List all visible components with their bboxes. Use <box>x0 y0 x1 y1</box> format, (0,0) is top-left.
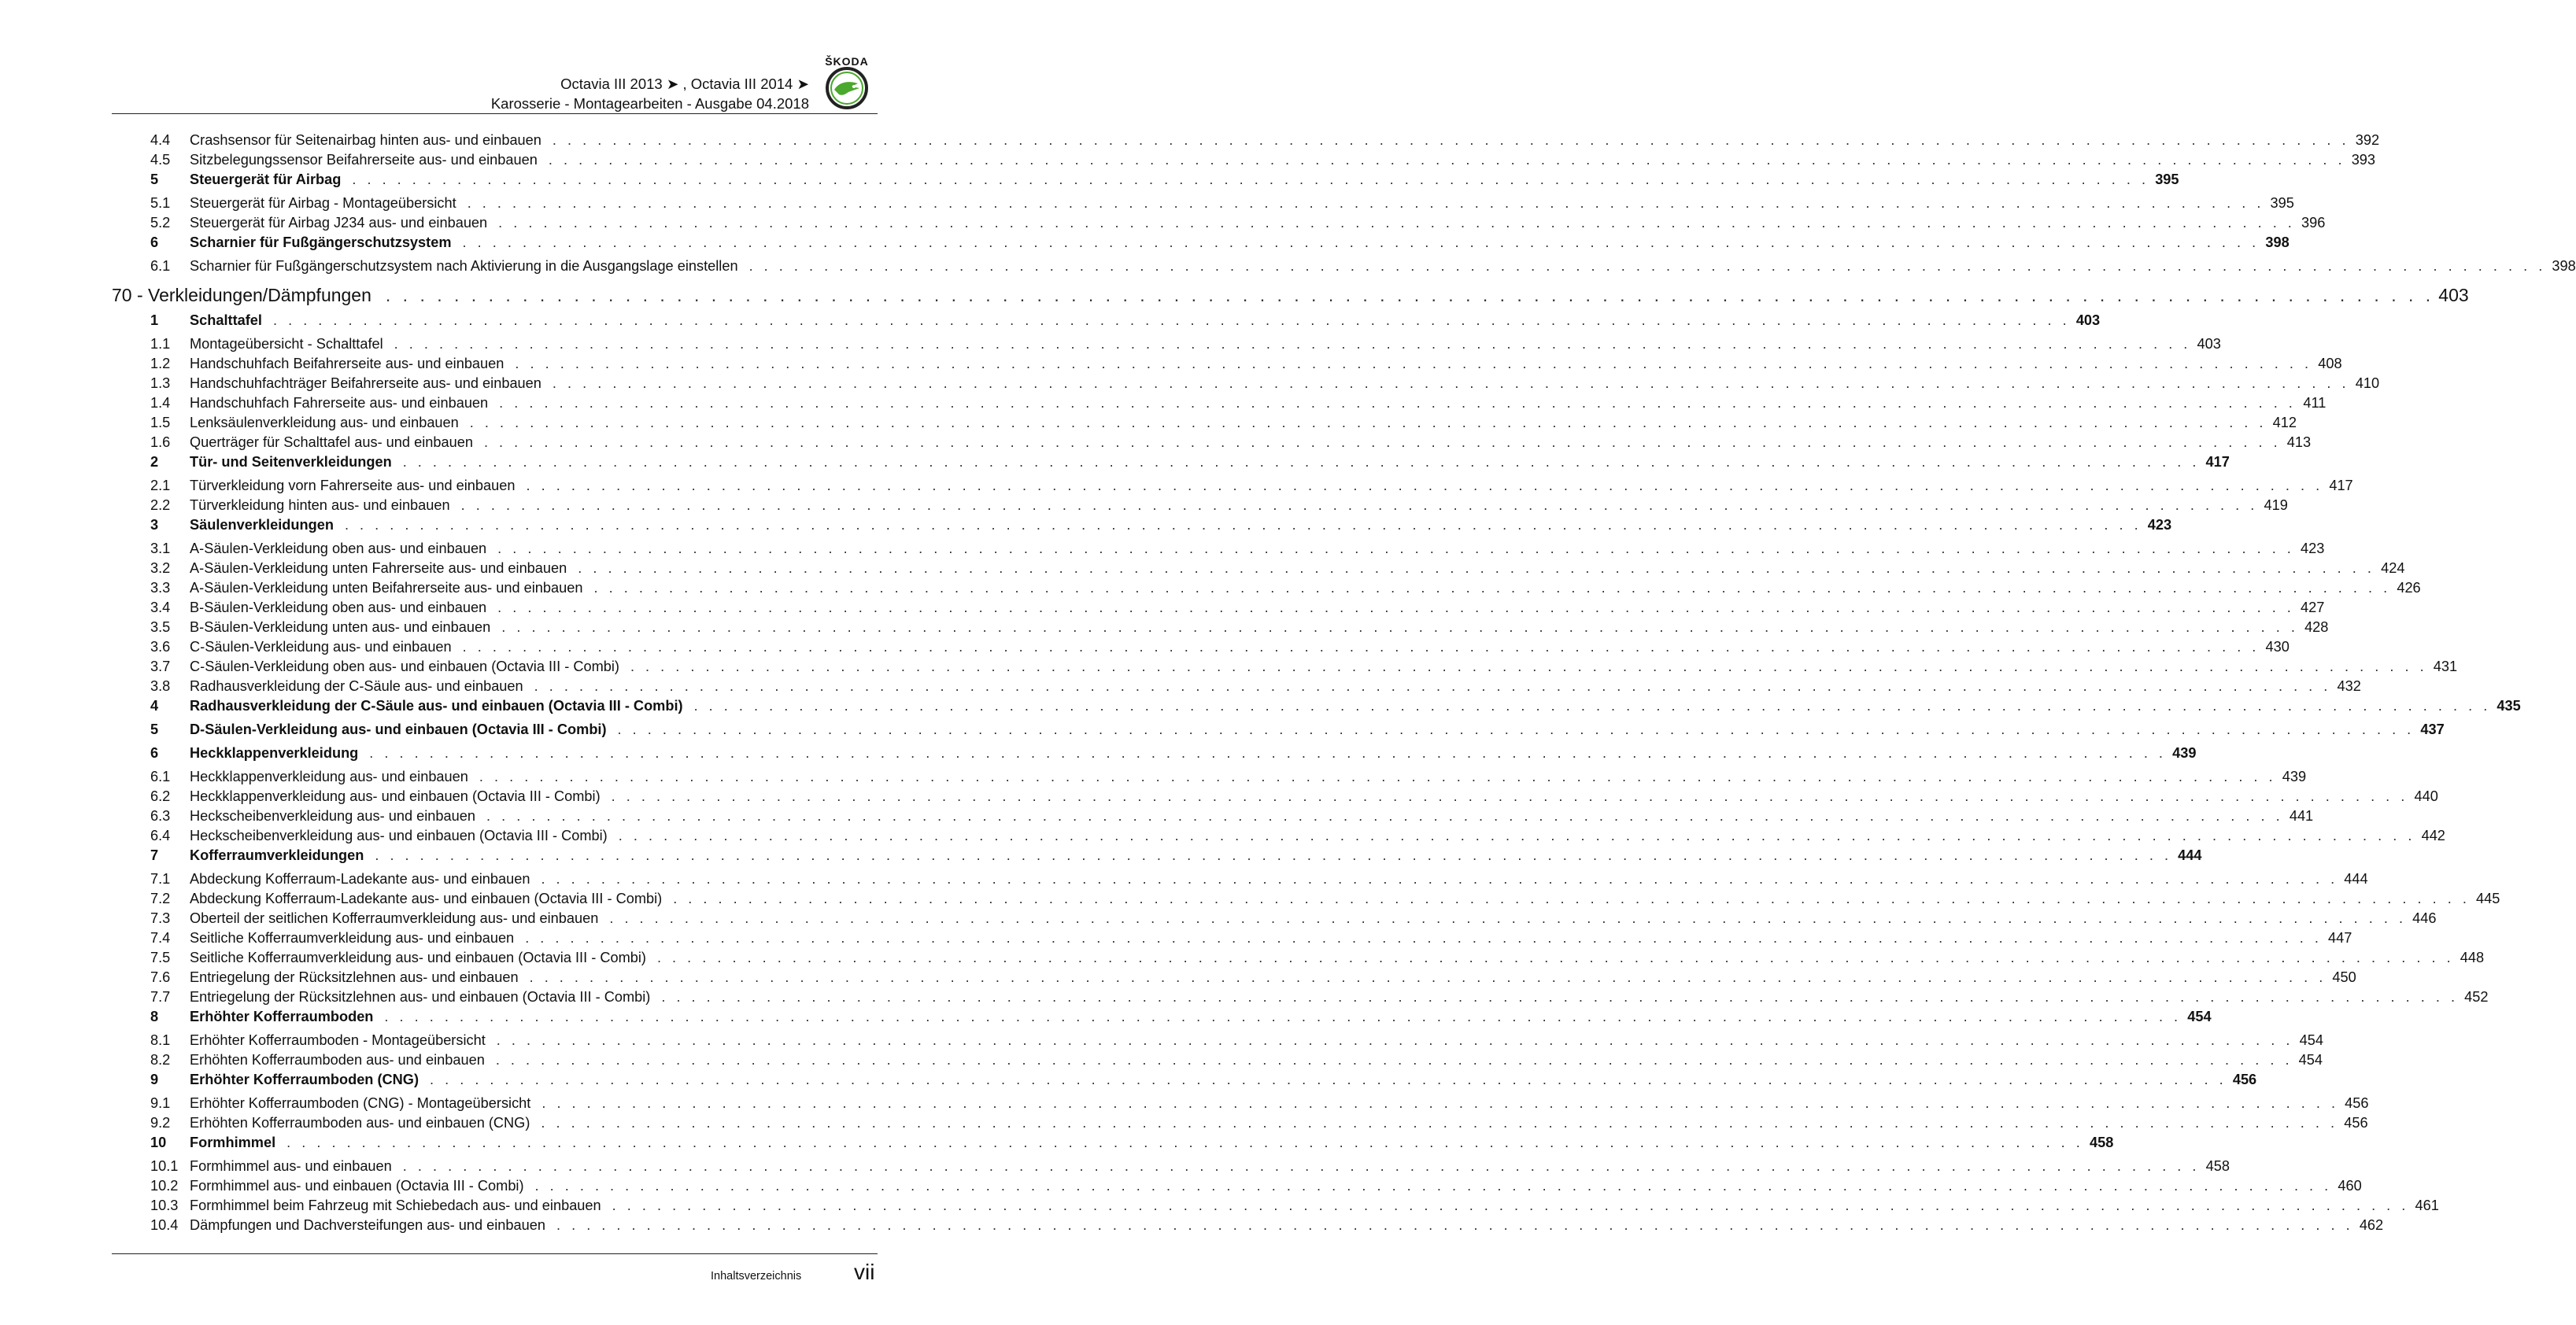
toc-entry-number: 7.2 <box>150 891 171 906</box>
toc-entry-title: Scharnier für Fußgängerschutzsystem <box>190 234 452 250</box>
toc-entry-page: 454 <box>2299 1032 2323 1048</box>
toc-entry[interactable] <box>112 871 2368 891</box>
toc-entry-number: 3.2 <box>150 560 171 576</box>
toc-leader-dots: . . . . . . . . . . . . . . . . . . . . . . . . . . . . . . . . . . . . . . . . . . . . . . . . . . . . . . . . . . . . . . . . . . . . . . . . . . . . . . . . . . . . . . . . . . . . . . . . . . . . . . . . . . . . . . . . . . . . . . . . <box>479 769 2277 784</box>
toc-leader-dots: . . . . . . . . . . . . . . . . . . . . . . . . . . . . . . . . . . . . . . . . . . . . . . . . . . . . . . . . . . . . . . . . . . . . . . . . . . . . . . . . . . . . . . . . . . . . . . . . . . . . . . . . . . . . . . . . . . . . . . . . <box>497 541 2295 556</box>
toc-leader-dots: . . . . . . . . . . . . . . . . . . . . . . . . . . . . . . . . . . . . . . . . . . . . . . . . . . . . . . . . . . . . . . . . . . . . . . . . . . . . . . . . . . . . . . . . . . . . . . . . . . . . . . . . . . . . . . . . . . . . . . . . <box>402 454 2200 470</box>
toc-entry[interactable] <box>112 497 2288 517</box>
toc-entry[interactable] <box>112 910 2437 930</box>
toc-entry-number: 6 <box>150 745 159 761</box>
toc-entry-number: 5.1 <box>150 195 171 211</box>
toc-entry-title: Tür- und Seitenverkleidungen <box>190 454 392 470</box>
toc-entry-title: Erhöhter Kofferraumboden <box>190 1009 374 1024</box>
toc-entry-page: 447 <box>2328 930 2352 946</box>
toc-entry-number: 4.4 <box>150 132 171 148</box>
toc-entry-title: C-Säulen-Verkleidung oben aus- und einbauen (Octavia III - Combi) <box>190 659 619 674</box>
toc-entry-title: Handschuhfach Beifahrerseite aus- und einbauen <box>190 356 504 371</box>
toc-entry-number: 1 <box>150 312 159 328</box>
toc-leader-dots: . . . . . . . . . . . . . . . . . . . . . . . . . . . . . . . . . . . . . . . . . . . . . . . . . . . . . . . . . . . . . . . . . . . . . . . . . . . . . . . . . . . . . . . . . . . . . . . . . . . . . . . . . . . . . . . . . . . . . . . . <box>496 1032 2293 1048</box>
toc-entry-number: 8.1 <box>150 1032 171 1048</box>
toc-entry-number: 7.7 <box>150 989 171 1005</box>
toc-entry-title: B-Säulen-Verkleidung oben aus- und einbauen <box>190 600 487 615</box>
toc-leader-dots: . . . . . . . . . . . . . . . . . . . . . . . . . . . . . . . . . . . . . . . . . . . . . . . . . . . . . . . . . . . . . . . . . . . . . . . . . . . . . . . . . . . . . . . . . . . . . . . . . . . . . . . . . . . . . . . . . . . . . . . . <box>467 195 2264 211</box>
toc-entry-page: 437 <box>2420 722 2445 737</box>
toc-leader-dots: . . . . . . . . . . . . . . . . . . . . . . . . . . . . . . . . . . . . . . . . . . . . . . . . . . . . . . . . . . . . . . . . . . . . . . . . . . . . . . . . . . . . . . . . . . . . . . . . . . . . . . . . . . . . . . . . . . . . . . . . <box>526 478 2323 493</box>
toc-entry-number: 3 <box>150 517 159 533</box>
toc-leader-dots: . . . . . . . . . . . . . . . . . . . . . . . . . . . . . . . . . . . . . . . . . . . . . . . . . . . . . . . . . . . . . . . . . . . . . . . . . . . . . . . . . . . . . . . . . . . . . . . . . . . . . . . . . . . . . . . . . . . . . . . . <box>498 215 2296 231</box>
skoda-winged-arrow-icon <box>825 66 869 110</box>
toc-entry-page: 445 <box>2476 891 2500 906</box>
toc-entry-page: 403 <box>2438 284 2469 305</box>
toc-entry[interactable] <box>112 356 2342 375</box>
toc-leader-dots: . . . . . . . . . . . . . . . . . . . . . . . . . . . . . . . . . . . . . . . . . . . . . . . . . . . . . . . . . . . . . . . . . . . . . . . . . . . . . . . . . . . . . . . . . . . . . . . . . . . . . . . . . . . . . . . . . . . . . . . . <box>693 698 2491 714</box>
toc-leader-dots: . . . . . . . . . . . . . . . . . . . . . . . . . . . . . . . . . . . . . . . . . . . . . . . . . . . . . . . . . . . . . . . . . . . . . . . . . . . . . . . . . . . . . . . . . . . . . . . . . . . . . . . . . . . . . . . . . . . . . . . . <box>499 395 2297 411</box>
toc-entry-number: 3.3 <box>150 580 171 596</box>
toc-entry[interactable] <box>112 698 2521 722</box>
toc-leader-dots: . . . . . . . . . . . . . . . . . . . . . . . . . . . . . . . . . . . . . . . . . . . . . . . . . . . . . . . . . . . . . . . . . . . . . . . . . . . . . . . . . . . . . . . . . . . . . . . . . . . . . . . . . . . . . . . . . . . . . . . . <box>394 336 2191 352</box>
toc-entry-number: 1.5 <box>150 415 171 430</box>
toc-leader-dots: . . . . . . . . . . . . . . . . . . . . . . . . . . . . . . . . . . . . . . . . . . . . . . . . . . . . . . . . . . . . . . . . . . . . . . . . . . . . . . . . . . . . . . . . . . . . . . . . . . . . . . . . . . . . . . . . . . . . . . . . <box>630 659 2428 674</box>
header-edition: Karosserie - Montagearbeiten - Ausgabe 04.2018 <box>490 95 809 112</box>
footer-label: Inhaltsverzeichnis <box>711 1270 802 1283</box>
toc-entry[interactable] <box>112 172 2179 195</box>
toc-entry-page: 431 <box>2433 659 2458 674</box>
toc-entry-page: 395 <box>2155 172 2179 187</box>
toc-entry-number: 7.5 <box>150 950 171 965</box>
toc-entry[interactable] <box>112 1095 2369 1115</box>
toc-entry-title: Montageübersicht - Schalttafel <box>190 336 383 352</box>
toc-entry-title: Heckklappenverkleidung aus- und einbauen (Octavia III - Combi) <box>190 788 601 804</box>
toc-entry-page: 393 <box>2351 152 2376 168</box>
toc-leader-dots: . . . . . . . . . . . . . . . . . . . . . . . . . . . . . . . . . . . . . . . . . . . . . . . . . . . . . . . . . . . . . . . . . . . . . . . . . . . . . . . . . . . . . . . . . . . . . . . . . . . . . . . . . . . . . . . . . . . . . . . . <box>501 619 2299 635</box>
toc-entry-title: Steuergerät für Airbag <box>190 172 342 187</box>
toc-entry-number: 5 <box>150 172 159 187</box>
toc-entry-title: Steuergerät für Airbag - Montageübersicht <box>190 195 456 211</box>
toc-entry-title: A-Säulen-Verkleidung unten Fahrerseite aus- und einbauen <box>190 560 567 576</box>
toc-entry[interactable] <box>112 950 2485 969</box>
footer-page-number: vii <box>854 1260 875 1284</box>
toc-leader-dots: . . . . . . . . . . . . . . . . . . . . . . . . . . . . . . . . . . . . . . . . . . . . . . . . . . . . . . . . . . . . . . . . . . . . . . . . . . . . . . . . . . . . . . . . . . . . . . . . . . . . . . . . . . . . . . . . . . . . . . . . <box>748 258 2546 274</box>
toc-leader-dots: . . . . . . . . . . . . . . . . . . . . . . . . . . . . . . . . . . . . . . . . . . . . . . . . . . . . . . . . . . . . . . . . . . . . . . . . . . . . . . . . . . . . . . . . . . . . . . . . . . . . . . . . . . . . . . . . . . . . . . . . <box>497 600 2295 615</box>
toc-leader-dots: . . . . . . . . . . . . . . . . . . . . . . . . . . . . . . . . . . . . . . . . . . . . . . . . . . . . . . . . . . . . . . . . . . . . . . . . . . . . . . . . . . . . . . . . . . . . . . . . . . . . . . . . . . . . . . . . . . . . . . . . <box>384 1009 2182 1024</box>
toc-entry[interactable] <box>112 989 2489 1009</box>
toc-entry[interactable] <box>112 215 2326 234</box>
toc-entry-page: 458 <box>2205 1158 2230 1174</box>
toc-leader-dots: . . . . . . . . . . . . . . . . . . . . . . . . . . . . . . . . . . . . . . . . . . . . . . . . . . . . . . . . . . . . . . . . . . . . . . . . . . . . . . . . . . . . . . . . . . . . . . . . . . . . . . . . . . . . . . . . . . . . . . . . <box>556 1217 2354 1233</box>
toc-entry-number: 3.1 <box>150 541 171 556</box>
toc-entry-page: 448 <box>2460 950 2485 965</box>
toc-leader-dots: . . . . . . . . . . . . . . . . . . . . . . . . . . . . . . . . . . . . . . . . . . . . . . . . . . . . . . . . . . . . . . . . . . . . . . . . . . . . . . . . . . . . . . . . . . . . . . . . . . . . . . . . . . . . . . . . . . . . . . . . <box>593 580 2391 596</box>
toc-entry[interactable] <box>112 722 2445 745</box>
toc-entry-number: 5 <box>150 722 159 737</box>
toc-entry-title: Seitliche Kofferraumverkleidung aus- und einbauen <box>190 930 515 946</box>
toc-leader-dots: . . . . . . . . . . . . . . . . . . . . . . . . . . . . . . . . . . . . . . . . . . . . . . . . . . . . . . . . . . . . . . . . . . . . . . . . . . . . . . . . . . . . . . . . . . . . . . . . . . . . . . . . . . . . . . . . . . . . . . . . <box>661 989 2459 1005</box>
toc-entry-title: Türverkleidung vorn Fahrerseite aus- und einbauen <box>190 478 516 493</box>
toc-entry-title: Schalttafel <box>190 312 262 328</box>
toc-entry-page: 456 <box>2344 1115 2368 1131</box>
toc-entry-page: 430 <box>2265 639 2290 655</box>
toc-entry[interactable] <box>112 478 2353 497</box>
toc-leader-dots: . . . . . . . . . . . . . . . . . . . . . . . . . . . . . . . . . . . . . . . . . . . . . . . . . . . . . . . . . . . . . . . . . . . . . . . . . . . . . . . . . . . . . . . . . . . . . . . . . . . . . . . . . . . . . . . . . . . . . . . . <box>611 788 2408 804</box>
toc-entry[interactable] <box>112 1009 2212 1032</box>
toc-entry-page: 408 <box>2318 356 2342 371</box>
toc-entry[interactable] <box>112 1178 2362 1198</box>
toc-entry-title: Scharnier für Fußgängerschutzsystem nach Aktivierung in die Ausgangslage einstellen <box>190 258 738 274</box>
toc-entry[interactable] <box>112 132 2380 152</box>
toc-entry[interactable] <box>112 375 2380 395</box>
toc-entry-page: 396 <box>2301 215 2326 231</box>
toc-entry[interactable] <box>112 258 2576 278</box>
toc-entry[interactable] <box>112 639 2290 659</box>
toc-entry-title: Kofferraumverkleidungen <box>190 847 364 863</box>
toc-entry-page: 403 <box>2075 312 2101 328</box>
toc-entry-page: 413 <box>2286 434 2312 450</box>
toc-entry-title: Säulenverkleidungen <box>190 517 334 533</box>
toc-entry-page: 462 <box>2359 1217 2384 1233</box>
brand-wordmark: ŠKODA <box>825 55 869 68</box>
toc-leader-dots: . . . . . . . . . . . . . . . . . . . . . . . . . . . . . . . . . . . . . . . . . . . . . . . . . . . . . . . . . . . . . . . . . . . . . . . . . . . . . . . . . . . . . . . . . . . . . . . . . . . . . . . . . . . . . . . . . . . . . . . . <box>286 1135 2084 1150</box>
toc-entry-page: 452 <box>2464 989 2489 1005</box>
toc-leader-dots: . . . . . . . . . . . . . . . . . . . . . . . . . . . . . . . . . . . . . . . . . . . . . . . . . . . . . . . . . . . . . . . . . . . . . . . . . . . . . . . . . . . . . . . . . . . . . . . . . . . . . . . . . . . . . . . . . . . . . . . . <box>385 284 2434 305</box>
toc-entry[interactable] <box>112 808 2314 828</box>
toc-entry-page: 423 <box>2147 517 2172 533</box>
toc-entry[interactable] <box>112 847 2202 871</box>
toc-entry-number: 3.6 <box>150 639 171 655</box>
toc-entry[interactable] <box>112 1115 2368 1135</box>
toc-entry-title: Seitliche Kofferraumverkleidung aus- und einbauen (Octavia III - Combi) <box>190 950 646 965</box>
toc-entry-title: Erhöhten Kofferraumboden aus- und einbauen (CNG) <box>190 1115 530 1131</box>
toc-entry-title: Heckklappenverkleidung aus- und einbauen <box>190 769 468 784</box>
toc-entry-number: 1.6 <box>150 434 171 450</box>
toc-entry[interactable] <box>112 336 2221 356</box>
toc-leader-dots: . . . . . . . . . . . . . . . . . . . . . . . . . . . . . . . . . . . . . . . . . . . . . . . . . . . . . . . . . . . . . . . . . . . . . . . . . . . . . . . . . . . . . . . . . . . . . . . . . . . . . . . . . . . . . . . . . . . . . . . . <box>352 172 2149 187</box>
toc-entry[interactable] <box>112 234 2290 258</box>
toc-entry-number: 3.4 <box>150 600 171 615</box>
toc-leader-dots: . . . . . . . . . . . . . . . . . . . . . . . . . . . . . . . . . . . . . . . . . . . . . . . . . . . . . . . . . . . . . . . . . . . . . . . . . . . . . . . . . . . . . . . . . . . . . . . . . . . . . . . . . . . . . . . . . . . . . . . . <box>375 847 2172 863</box>
toc-entry-number: 3.5 <box>150 619 171 635</box>
toc-leader-dots: . . . . . . . . . . . . . . . . . . . . . . . . . . . . . . . . . . . . . . . . . . . . . . . . . . . . . . . . . . . . . . . . . . . . . . . . . . . . . . . . . . . . . . . . . . . . . . . . . . . . . . . . . . . . . . . . . . . . . . . . <box>462 639 2260 655</box>
toc-entry-number: 1.1 <box>150 336 171 352</box>
toc-entry[interactable] <box>112 195 2294 215</box>
toc-entry-title: Erhöhter Kofferraumboden - Montageübersicht <box>190 1032 486 1048</box>
toc-entry-page: 419 <box>2264 497 2288 513</box>
toc-leader-dots: . . . . . . . . . . . . . . . . . . . . . . . . . . . . . . . . . . . . . . . . . . . . . . . . . . . . . . . . . . . . . . . . . . . . . . . . . . . . . . . . . . . . . . . . . . . . . . . . . . . . . . . . . . . . . . . . . . . . . . . . <box>495 1052 2293 1068</box>
toc-entry-title: D-Säulen-Verkleidung aus- und einbauen (Octavia III - Combi) <box>190 722 607 737</box>
toc-entry-title: Entriegelung der Rücksitzlehnen aus- und einbauen <box>190 969 519 985</box>
header-rule <box>112 113 878 114</box>
toc-entry[interactable] <box>112 152 2376 172</box>
toc-entry[interactable] <box>112 788 2438 808</box>
toc-entry[interactable] <box>112 1052 2323 1072</box>
toc-entry-number: 2.2 <box>150 497 171 513</box>
toc-entry-number: 9.1 <box>150 1095 171 1111</box>
toc-entry-title: Abdeckung Kofferraum-Ladekante aus- und einbauen (Octavia III - Combi) <box>190 891 663 906</box>
toc-entry-page: 427 <box>2301 600 2325 615</box>
toc-entry-number: 3.8 <box>150 678 171 694</box>
toc-entry-title: Formhimmel beim Fahrzeug mit Schiebedach aus- und einbauen <box>190 1198 601 1213</box>
toc-entry[interactable] <box>112 395 2327 415</box>
toc-entry[interactable] <box>112 1158 2230 1178</box>
toc-entry-number: 7 <box>150 847 159 863</box>
toc-entry-number: 9.2 <box>150 1115 171 1131</box>
toc-entry-title: Erhöhten Kofferraumboden aus- und einbauen <box>190 1052 485 1068</box>
toc-entry-number: 2.1 <box>150 478 171 493</box>
toc-entry-page: 442 <box>2421 828 2445 843</box>
toc-entry-number: 8.2 <box>150 1052 171 1068</box>
toc-entry-page: 398 <box>2552 258 2576 274</box>
toc-leader-dots: . . . . . . . . . . . . . . . . . . . . . . . . . . . . . . . . . . . . . . . . . . . . . . . . . . . . . . . . . . . . . . . . . . . . . . . . . . . . . . . . . . . . . . . . . . . . . . . . . . . . . . . . . . . . . . . . . . . . . . . . <box>673 891 2471 906</box>
toc-entry-page: 417 <box>2329 478 2353 493</box>
toc-entry-page: 435 <box>2497 698 2521 714</box>
toc-entry-title: A-Säulen-Verkleidung oben aus- und einbauen <box>190 541 487 556</box>
toc-leader-dots: . . . . . . . . . . . . . . . . . . . . . . . . . . . . . . . . . . . . . . . . . . . . . . . . . . . . . . . . . . . . . . . . . . . . . . . . . . . . . . . . . . . . . . . . . . . . . . . . . . . . . . . . . . . . . . . . . . . . . . . . <box>460 497 2258 513</box>
toc-entry-number: 10.3 <box>150 1198 179 1213</box>
toc-leader-dots: . . . . . . . . . . . . . . . . . . . . . . . . . . . . . . . . . . . . . . . . . . . . . . . . . . . . . . . . . . . . . . . . . . . . . . . . . . . . . . . . . . . . . . . . . . . . . . . . . . . . . . . . . . . . . . . . . . . . . . . . <box>515 356 2312 371</box>
toc-entry-title: 70 - Verkleidungen/Dämpfungen <box>112 284 371 305</box>
toc-entry[interactable] <box>112 1032 2323 1052</box>
toc-entry-title: Formhimmel aus- und einbauen (Octavia III - Combi) <box>190 1178 524 1194</box>
toc-entry-title: Heckscheibenverkleidung aus- und einbauen <box>190 808 475 824</box>
toc-entry-page: 450 <box>2332 969 2356 985</box>
toc-entry-title: Formhimmel aus- und einbauen <box>190 1158 392 1174</box>
toc-entry[interactable] <box>112 517 2172 541</box>
toc-leader-dots: . . . . . . . . . . . . . . . . . . . . . . . . . . . . . . . . . . . . . . . . . . . . . . . . . . . . . . . . . . . . . . . . . . . . . . . . . . . . . . . . . . . . . . . . . . . . . . . . . . . . . . . . . . . . . . . . . . . . . . . . <box>541 871 2338 887</box>
toc-entry-page: 439 <box>2172 745 2197 761</box>
toc-entry-page: 392 <box>2355 132 2380 148</box>
toc-leader-dots: . . . . . . . . . . . . . . . . . . . . . . . . . . . . . . . . . . . . . . . . . . . . . . . . . . . . . . . . . . . . . . . . . . . . . . . . . . . . . . . . . . . . . . . . . . . . . . . . . . . . . . . . . . . . . . . . . . . . . . . . <box>618 828 2415 843</box>
toc-entry[interactable] <box>112 415 2297 434</box>
toc-entry-number: 6 <box>150 234 159 250</box>
toc-entry[interactable] <box>112 891 2500 910</box>
toc-entry-title: Heckscheibenverkleidung aus- und einbauen (Octavia III - Combi) <box>190 828 608 843</box>
toc-entry-number: 5.2 <box>150 215 171 231</box>
toc-entry-page: 444 <box>2178 847 2202 863</box>
toc-entry-page: 417 <box>2205 454 2230 470</box>
toc-leader-dots: . . . . . . . . . . . . . . . . . . . . . . . . . . . . . . . . . . . . . . . . . . . . . . . . . . . . . . . . . . . . . . . . . . . . . . . . . . . . . . . . . . . . . . . . . . . . . . . . . . . . . . . . . . . . . . . . . . . . . . . . <box>617 722 2415 737</box>
toc-entry-number: 6.1 <box>150 258 171 274</box>
toc-entry[interactable] <box>112 1217 2384 1237</box>
toc-leader-dots: . . . . . . . . . . . . . . . . . . . . . . . . . . . . . . . . . . . . . . . . . . . . . . . . . . . . . . . . . . . . . . . . . . . . . . . . . . . . . . . . . . . . . . . . . . . . . . . . . . . . . . . . . . . . . . . . . . . . . . . . <box>529 969 2327 985</box>
logo-eye <box>852 85 856 88</box>
toc-entry[interactable] <box>112 969 2356 989</box>
footer-rule <box>112 1253 878 1254</box>
toc-leader-dots: . . . . . . . . . . . . . . . . . . . . . . . . . . . . . . . . . . . . . . . . . . . . . . . . . . . . . . . . . . . . . . . . . . . . . . . . . . . . . . . . . . . . . . . . . . . . . . . . . . . . . . . . . . . . . . . . . . . . . . . . <box>552 132 2350 148</box>
toc-leader-dots: . . . . . . . . . . . . . . . . . . . . . . . . . . . . . . . . . . . . . . . . . . . . . . . . . . . . . . . . . . . . . . . . . . . . . . . . . . . . . . . . . . . . . . . . . . . . . . . . . . . . . . . . . . . . . . . . . . . . . . . . <box>486 808 2284 824</box>
toc-entry[interactable] <box>112 1135 2114 1158</box>
toc-leader-dots: . . . . . . . . . . . . . . . . . . . . . . . . . . . . . . . . . . . . . . . . . . . . . . . . . . . . . . . . . . . . . . . . . . . . . . . . . . . . . . . . . . . . . . . . . . . . . . . . . . . . . . . . . . . . . . . . . . . . . . . . <box>430 1072 2227 1087</box>
toc-entry-number: 7.6 <box>150 969 171 985</box>
header-models: Octavia III 2013 ➤ , Octavia III 2014 ➤ <box>560 76 809 92</box>
toc-entry-page: 458 <box>2089 1135 2114 1150</box>
toc-entry-number: 6.4 <box>150 828 171 843</box>
toc-entry[interactable] <box>112 659 2458 678</box>
toc-entry-title: Radhausverkleidung der C-Säule aus- und einbauen (Octavia III - Combi) <box>190 698 683 714</box>
toc-leader-dots: . . . . . . . . . . . . . . . . . . . . . . . . . . . . . . . . . . . . . . . . . . . . . . . . . . . . . . . . . . . . . . . . . . . . . . . . . . . . . . . . . . . . . . . . . . . . . . . . . . . . . . . . . . . . . . . . . . . . . . . . <box>272 312 2071 328</box>
toc-entry-page: 454 <box>2298 1052 2323 1068</box>
toc-entry-number: 3.7 <box>150 659 171 674</box>
toc-leader-dots: . . . . . . . . . . . . . . . . . . . . . . . . . . . . . . . . . . . . . . . . . . . . . . . . . . . . . . . . . . . . . . . . . . . . . . . . . . . . . . . . . . . . . . . . . . . . . . . . . . . . . . . . . . . . . . . . . . . . . . . . <box>541 1115 2338 1131</box>
toc-entry-number: 7.4 <box>150 930 171 946</box>
toc-leader-dots: . . . . . . . . . . . . . . . . . . . . . . . . . . . . . . . . . . . . . . . . . . . . . . . . . . . . . . . . . . . . . . . . . . . . . . . . . . . . . . . . . . . . . . . . . . . . . . . . . . . . . . . . . . . . . . . . . . . . . . . . <box>534 1178 2332 1194</box>
toc-entry-page: 403 <box>2197 336 2221 352</box>
toc-entry-number: 1.3 <box>150 375 171 391</box>
toc-entry-page: 456 <box>2232 1072 2257 1087</box>
toc-entry-page: 460 <box>2338 1178 2362 1194</box>
toc-leader-dots: . . . . . . . . . . . . . . . . . . . . . . . . . . . . . . . . . . . . . . . . . . . . . . . . . . . . . . . . . . . . . . . . . . . . . . . . . . . . . . . . . . . . . . . . . . . . . . . . . . . . . . . . . . . . . . . . . . . . . . . . <box>344 517 2142 533</box>
toc-entry-page: 456 <box>2345 1095 2369 1111</box>
toc-entry-number: 4.5 <box>150 152 171 168</box>
table-of-contents <box>112 132 2576 1237</box>
toc-entry-number: 10.4 <box>150 1217 179 1233</box>
toc-entry-number: 8 <box>150 1009 159 1024</box>
toc-leader-dots: . . . . . . . . . . . . . . . . . . . . . . . . . . . . . . . . . . . . . . . . . . . . . . . . . . . . . . . . . . . . . . . . . . . . . . . . . . . . . . . . . . . . . . . . . . . . . . . . . . . . . . . . . . . . . . . . . . . . . . . . <box>462 234 2260 250</box>
toc-entry-title: Handschuhfachträger Beifahrerseite aus- und einbauen <box>190 375 541 391</box>
toc-entry-page: 411 <box>2303 395 2327 411</box>
toc-leader-dots: . . . . . . . . . . . . . . . . . . . . . . . . . . . . . . . . . . . . . . . . . . . . . . . . . . . . . . . . . . . . . . . . . . . . . . . . . . . . . . . . . . . . . . . . . . . . . . . . . . . . . . . . . . . . . . . . . . . . . . . . <box>578 560 2375 576</box>
toc-entry-page: 440 <box>2414 788 2438 804</box>
toc-entry-page: 410 <box>2355 375 2380 391</box>
toc-entry-number: 7.3 <box>150 910 171 926</box>
toc-entry-title: Erhöhter Kofferraumboden (CNG) - Montageübersicht <box>190 1095 531 1111</box>
toc-entry-title: Querträger für Schalttafel aus- und einbauen <box>190 434 473 450</box>
toc-entry-title: B-Säulen-Verkleidung unten aus- und einbauen <box>190 619 491 635</box>
toc-entry-page: 444 <box>2344 871 2368 887</box>
toc-entry-page: 432 <box>2337 678 2361 694</box>
toc-entry-page: 395 <box>2270 195 2294 211</box>
toc-entry-page: 426 <box>2397 580 2421 596</box>
toc-entry[interactable] <box>112 769 2307 788</box>
toc-entry-title: Radhausverkleidung der C-Säule aus- und einbauen <box>190 678 523 694</box>
toc-entry-page: 424 <box>2381 560 2405 576</box>
toc-entry-number: 10.2 <box>150 1178 179 1194</box>
toc-leader-dots: . . . . . . . . . . . . . . . . . . . . . . . . . . . . . . . . . . . . . . . . . . . . . . . . . . . . . . . . . . . . . . . . . . . . . . . . . . . . . . . . . . . . . . . . . . . . . . . . . . . . . . . . . . . . . . . . . . . . . . . . <box>402 1158 2200 1174</box>
toc-entry-page: 441 <box>2289 808 2314 824</box>
toc-entry-page: 412 <box>2272 415 2297 430</box>
toc-entry-title: C-Säulen-Verkleidung aus- und einbauen <box>190 639 452 655</box>
toc-entry-page: 439 <box>2282 769 2307 784</box>
toc-entry-number: 2 <box>150 454 159 470</box>
toc-entry-page: 423 <box>2301 541 2325 556</box>
toc-leader-dots: . . . . . . . . . . . . . . . . . . . . . . . . . . . . . . . . . . . . . . . . . . . . . . . . . . . . . . . . . . . . . . . . . . . . . . . . . . . . . . . . . . . . . . . . . . . . . . . . . . . . . . . . . . . . . . . . . . . . . . . . <box>483 434 2282 450</box>
toc-entry-number: 10.1 <box>150 1158 179 1174</box>
toc-entry-title: Crashsensor für Seitenairbag hinten aus- und einbauen <box>190 132 541 148</box>
toc-entry-title: Türverkleidung hinten aus- und einbauen <box>190 497 450 513</box>
toc-entry[interactable] <box>112 434 2312 454</box>
toc-entry[interactable] <box>112 600 2325 619</box>
toc-leader-dots: . . . . . . . . . . . . . . . . . . . . . . . . . . . . . . . . . . . . . . . . . . . . . . . . . . . . . . . . . . . . . . . . . . . . . . . . . . . . . . . . . . . . . . . . . . . . . . . . . . . . . . . . . . . . . . . . . . . . . . . . <box>612 1198 2409 1213</box>
toc-entry[interactable] <box>112 678 2361 698</box>
toc-entry-title: Sitzbelegungssensor Beifahrerseite aus- und einbauen <box>190 152 538 168</box>
toc-entry-number: 1.4 <box>150 395 171 411</box>
toc-entry-number: 1.2 <box>150 356 171 371</box>
toc-entry-page: 398 <box>2265 234 2290 250</box>
toc-entry-number: 7.1 <box>150 871 171 887</box>
toc-entry-number: 9 <box>150 1072 159 1087</box>
toc-leader-dots: . . . . . . . . . . . . . . . . . . . . . . . . . . . . . . . . . . . . . . . . . . . . . . . . . . . . . . . . . . . . . . . . . . . . . . . . . . . . . . . . . . . . . . . . . . . . . . . . . . . . . . . . . . . . . . . . . . . . . . . . <box>469 415 2267 430</box>
toc-entry[interactable] <box>112 580 2421 600</box>
toc-entry[interactable] <box>112 828 2445 847</box>
toc-entry-number: 10 <box>150 1135 167 1150</box>
toc-entry-number: 6.2 <box>150 788 171 804</box>
toc-entry-title: Steuergerät für Airbag J234 aus- und einbauen <box>190 215 488 231</box>
toc-entry-title: Erhöhter Kofferraumboden (CNG) <box>190 1072 419 1087</box>
toc-entry-title: Abdeckung Kofferraum-Ladekante aus- und einbauen <box>190 871 530 887</box>
toc-entry[interactable] <box>112 312 2101 336</box>
toc-leader-dots: . . . . . . . . . . . . . . . . . . . . . . . . . . . . . . . . . . . . . . . . . . . . . . . . . . . . . . . . . . . . . . . . . . . . . . . . . . . . . . . . . . . . . . . . . . . . . . . . . . . . . . . . . . . . . . . . . . . . . . . . <box>656 950 2455 965</box>
toc-entry-title: A-Säulen-Verkleidung unten Beifahrerseite aus- und einbauen <box>190 580 583 596</box>
toc-entry-title: Handschuhfach Fahrerseite aus- und einbauen <box>190 395 489 411</box>
toc-entry[interactable] <box>112 1198 2439 1217</box>
toc-leader-dots: . . . . . . . . . . . . . . . . . . . . . . . . . . . . . . . . . . . . . . . . . . . . . . . . . . . . . . . . . . . . . . . . . . . . . . . . . . . . . . . . . . . . . . . . . . . . . . . . . . . . . . . . . . . . . . . . . . . . . . . . <box>548 152 2346 168</box>
toc-leader-dots: . . . . . . . . . . . . . . . . . . . . . . . . . . . . . . . . . . . . . . . . . . . . . . . . . . . . . . . . . . . . . . . . . . . . . . . . . . . . . . . . . . . . . . . . . . . . . . . . . . . . . . . . . . . . . . . . . . . . . . . . <box>525 930 2323 946</box>
toc-entry-number: 6.1 <box>150 769 171 784</box>
toc-entry[interactable] <box>112 619 2329 639</box>
toc-leader-dots: . . . . . . . . . . . . . . . . . . . . . . . . . . . . . . . . . . . . . . . . . . . . . . . . . . . . . . . . . . . . . . . . . . . . . . . . . . . . . . . . . . . . . . . . . . . . . . . . . . . . . . . . . . . . . . . . . . . . . . . . <box>552 375 2350 391</box>
toc-entry[interactable] <box>112 745 2197 769</box>
toc-entry-number: 4 <box>150 698 159 714</box>
toc-entry[interactable] <box>112 454 2230 478</box>
toc-entry-title: Oberteil der seitlichen Kofferraumverkleidung aus- und einbauen <box>190 910 599 926</box>
toc-entry[interactable] <box>112 541 2325 560</box>
toc-entry-number: 6.3 <box>150 808 171 824</box>
toc-entry-title: Entriegelung der Rücksitzlehnen aus- und einbauen (Octavia III - Combi) <box>190 989 651 1005</box>
toc-chapter[interactable] <box>112 278 2469 312</box>
toc-leader-dots: . . . . . . . . . . . . . . . . . . . . . . . . . . . . . . . . . . . . . . . . . . . . . . . . . . . . . . . . . . . . . . . . . . . . . . . . . . . . . . . . . . . . . . . . . . . . . . . . . . . . . . . . . . . . . . . . . . . . . . . . <box>534 678 2331 694</box>
toc-entry[interactable] <box>112 1072 2257 1095</box>
toc-entry-title: Dämpfungen und Dachversteifungen aus- und einbauen <box>190 1217 545 1233</box>
toc-entry[interactable] <box>112 930 2352 950</box>
toc-entry-page: 428 <box>2304 619 2329 635</box>
toc-entry-page: 461 <box>2415 1198 2439 1213</box>
toc-entry-title: Lenksäulenverkleidung aus- und einbauen <box>190 415 459 430</box>
toc-leader-dots: . . . . . . . . . . . . . . . . . . . . . . . . . . . . . . . . . . . . . . . . . . . . . . . . . . . . . . . . . . . . . . . . . . . . . . . . . . . . . . . . . . . . . . . . . . . . . . . . . . . . . . . . . . . . . . . . . . . . . . . . <box>369 745 2167 761</box>
toc-entry-page: 454 <box>2187 1009 2212 1024</box>
toc-entry[interactable] <box>112 560 2405 580</box>
toc-leader-dots: . . . . . . . . . . . . . . . . . . . . . . . . . . . . . . . . . . . . . . . . . . . . . . . . . . . . . . . . . . . . . . . . . . . . . . . . . . . . . . . . . . . . . . . . . . . . . . . . . . . . . . . . . . . . . . . . . . . . . . . . <box>541 1095 2339 1111</box>
toc-entry-page: 446 <box>2412 910 2437 926</box>
toc-entry-title: Formhimmel <box>190 1135 276 1150</box>
toc-entry-title: Heckklappenverkleidung <box>190 745 359 761</box>
toc-leader-dots: . . . . . . . . . . . . . . . . . . . . . . . . . . . . . . . . . . . . . . . . . . . . . . . . . . . . . . . . . . . . . . . . . . . . . . . . . . . . . . . . . . . . . . . . . . . . . . . . . . . . . . . . . . . . . . . . . . . . . . . . <box>609 910 2407 926</box>
